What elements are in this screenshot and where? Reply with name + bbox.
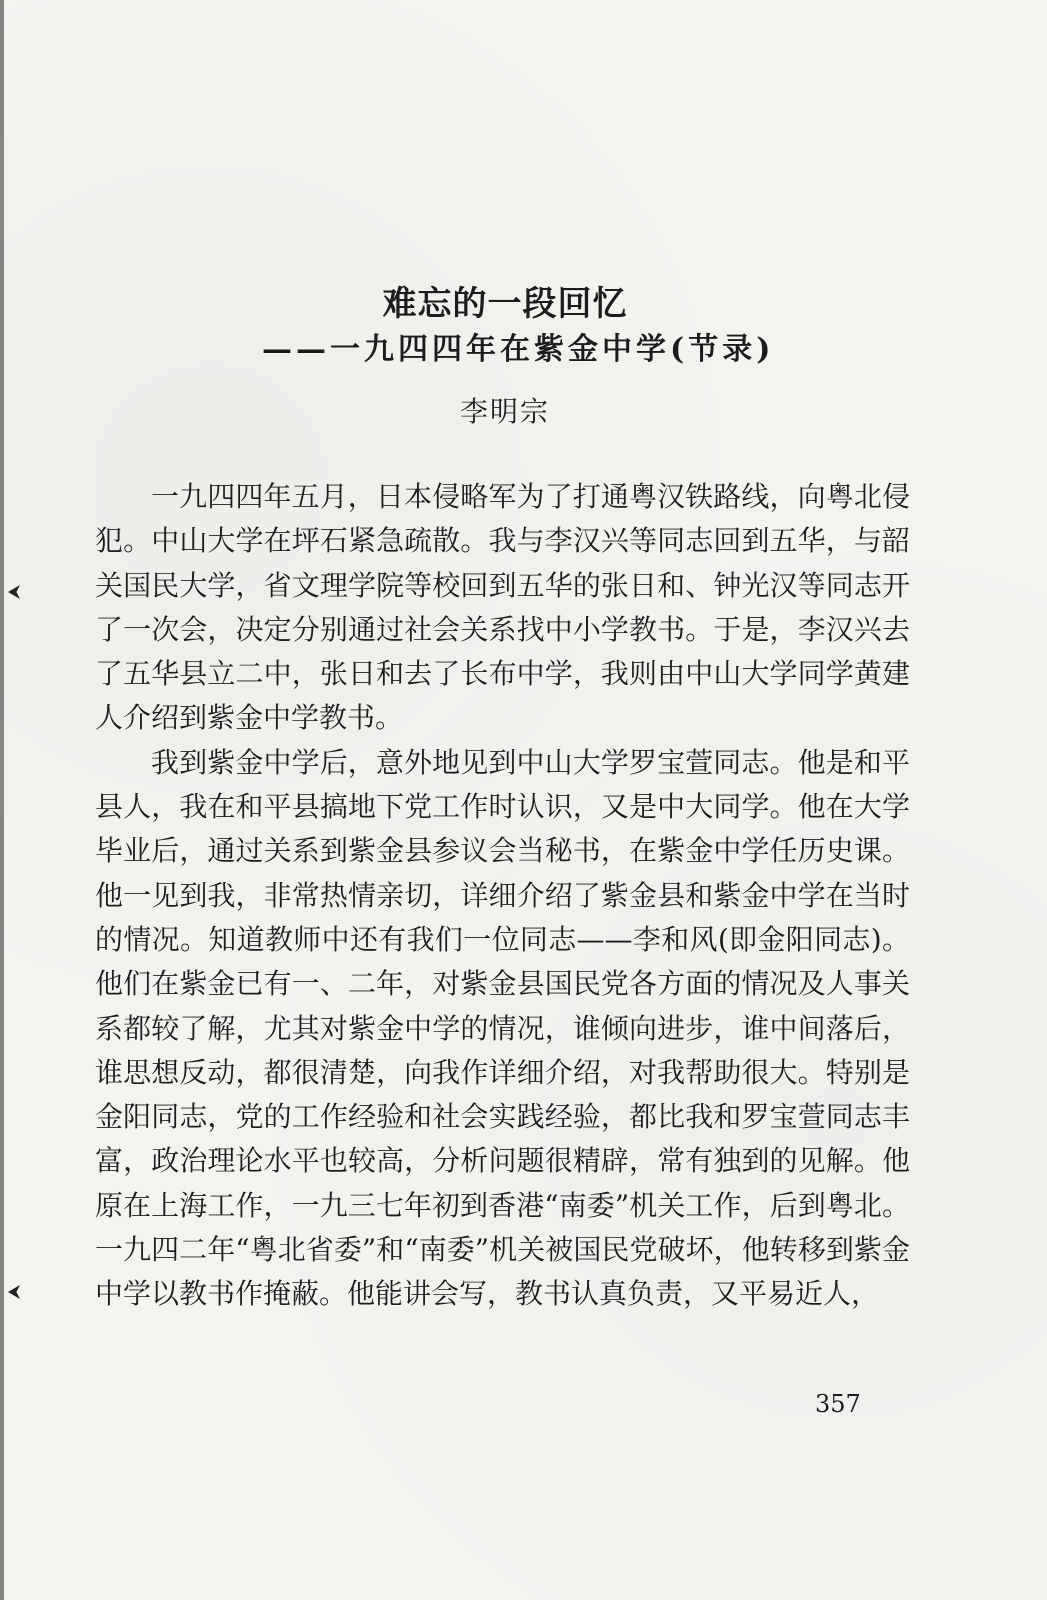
scan-mark bbox=[8, 1285, 20, 1299]
scan-edge bbox=[0, 0, 4, 1600]
article-subtitle: ——一九四四年在紫金中学(节录) bbox=[262, 332, 775, 367]
author-name: 李明宗 bbox=[459, 395, 550, 428]
page-number: 357 bbox=[815, 1390, 861, 1418]
paragraph: 一九四四年五月，日本侵略军为了打通粤汉铁路线，向粤北侵犯。中山大学在坪石紧急疏散。我与李汉兴等同志回到五华，与韶关国民大学，省文理学院等校回到五华的张日和、钟光汉等同志开了一次会，决定分别通过社会关系找中小学教书。于是，李汉兴去了五华县立二中，张日和去了长布中学，我则由中山大学同学黄建人介绍到紫金中学教书。 bbox=[95, 480, 910, 735]
article-body bbox=[95, 475, 910, 1317]
paragraph: 我到紫金中学后，意外地见到中山大学罗宝萱同志。他是和平县人，我在和平县搞地下党工作时认识，又是中大同学。他在大学毕业后，通过关系到紫金县参议会当秘书，在紫金中学任历史课。他一见到我，非常热情亲切，详细介绍了紫金县和紫金中学在当时的情况。知道教师中还有我们一位同志——李和风(即金阳同志)。他们在紫金已有一、二年，对紫金县国民党各方面的情况及人事关系都较了解，尤其对紫金中学的情况，谁倾向进步，谁中间落后，谁思想反动，都很清楚，向我作详细介绍，对我帮助很大。特别是金阳同志，党的工作经验和社会实践经验，都比我和罗宝萱同志丰富，政治理论水平也较高，分析问题很精辟，常有独到的见解。他原在上海工作，一九三七年初到香港“南委”机关工作，后到粤北。一九四二年“粤北省委”和“南委”机关被国民党破坏，他转移到紫金中学以教书作掩蔽。他能讲会写，教书认真负责，又平易近人， bbox=[95, 745, 910, 1311]
article-title: 难忘的一段回忆 bbox=[382, 284, 628, 324]
scan-mark bbox=[8, 585, 20, 599]
